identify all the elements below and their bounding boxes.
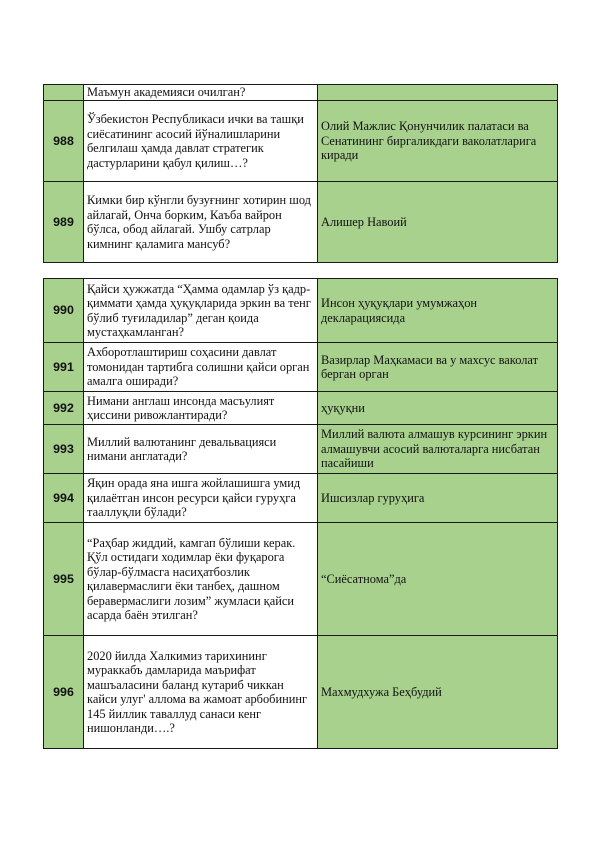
table-row bbox=[44, 474, 558, 523]
question-number: 996 bbox=[44, 636, 84, 749]
question-number: 988 bbox=[44, 101, 84, 182]
table-row bbox=[44, 425, 558, 474]
question-text: Миллий валютанинг девальвацияси нимани англатади? bbox=[84, 425, 318, 474]
answer-text: Олий Мажлис Қонунчилик палатаси ва Сенатининг биргаликдаги ваколатларига киради bbox=[318, 101, 558, 182]
question-text: 2020 йилда Халкимиз тарихининг мураккабъ дамларида маърифат машъаласини баланд кутариб чиккан кайси улуг' аллома ва жамоат арбобининг 145 йиллик таваллуд санаси кенг нишонланди….? bbox=[84, 636, 318, 749]
question-text: “Раҳбар жиддий, камгап бўлиши керак. Қўл остидаги ходимлар ёки фуқарога бўлар-бўлмасга насиҳатбозлик қилавермаслиги ёки танбеҳ, дашном беравермаслиги лозим” жумласи қайси асарда баён этилган? bbox=[84, 523, 318, 636]
table-row bbox=[44, 101, 558, 182]
answer-text: Инсон ҳуқуқлари умумжаҳон декларациясида bbox=[318, 279, 558, 343]
question-number: 991 bbox=[44, 343, 84, 392]
table-row bbox=[44, 523, 558, 636]
question-text: Нимани англаш инсонда масъулият ҳиссини ривожлантиради? bbox=[84, 392, 318, 425]
question-number: 994 bbox=[44, 474, 84, 523]
answer-text: Вазирлар Маҳкамаси ва у махсус ваколат берган орган bbox=[318, 343, 558, 392]
question-number bbox=[44, 85, 84, 101]
answer-text bbox=[318, 85, 558, 101]
qa-table-1 bbox=[43, 84, 558, 263]
question-text: Ахборотлаштириш соҳасини давлат томонидан тартибга солишни қайси орган амалга оширади? bbox=[84, 343, 318, 392]
question-number: 992 bbox=[44, 392, 84, 425]
question-text: Ўзбекистон Республикаси ички ва ташқи сиёсатининг асосий йўналишларини белгилаш ҳамда давлат стратегик дастурларини қабул қилиш…? bbox=[84, 101, 318, 182]
question-number: 993 bbox=[44, 425, 84, 474]
answer-text: Махмудхужа Беҳбудий bbox=[318, 636, 558, 749]
table-row bbox=[44, 182, 558, 263]
question-number: 995 bbox=[44, 523, 84, 636]
table-row bbox=[44, 636, 558, 749]
answer-text: “Сиёсатнома”да bbox=[318, 523, 558, 636]
question-text: Кимки бир кўнгли бузуғнинг хотирин шод айлагай, Онча борким, Каъба вайрон бўлса, обод айлагай. Ушбу сатрлар кимнинг қаламига мансуб? bbox=[84, 182, 318, 263]
qa-table-2 bbox=[43, 278, 558, 749]
answer-text: Миллий валюта алмашув курсининг эркин алмашувчи асосий валюталарга нисбатан пасайиши bbox=[318, 425, 558, 474]
table-row bbox=[44, 392, 558, 425]
table-row bbox=[44, 85, 558, 101]
answer-text: Алишер Навоий bbox=[318, 182, 558, 263]
answer-text: ҳуқуқни bbox=[318, 392, 558, 425]
question-text: Маъмун академияси очилган? bbox=[84, 85, 318, 101]
question-text: Қайси ҳужжатда “Ҳамма одамлар ўз қадр-қиммати ҳамда ҳуқуқларида эркин ва тенг бўлиб туғиладилар” деган қоида мустаҳкамланган? bbox=[84, 279, 318, 343]
table-row bbox=[44, 343, 558, 392]
question-text: Яқин орада яна ишга жойлашишга умид қилаётган инсон ресурси қайси гуруҳга тааллуқли бўлади? bbox=[84, 474, 318, 523]
table-row bbox=[44, 279, 558, 343]
answer-text: Ишсизлар гуруҳига bbox=[318, 474, 558, 523]
question-number: 990 bbox=[44, 279, 84, 343]
question-number: 989 bbox=[44, 182, 84, 263]
